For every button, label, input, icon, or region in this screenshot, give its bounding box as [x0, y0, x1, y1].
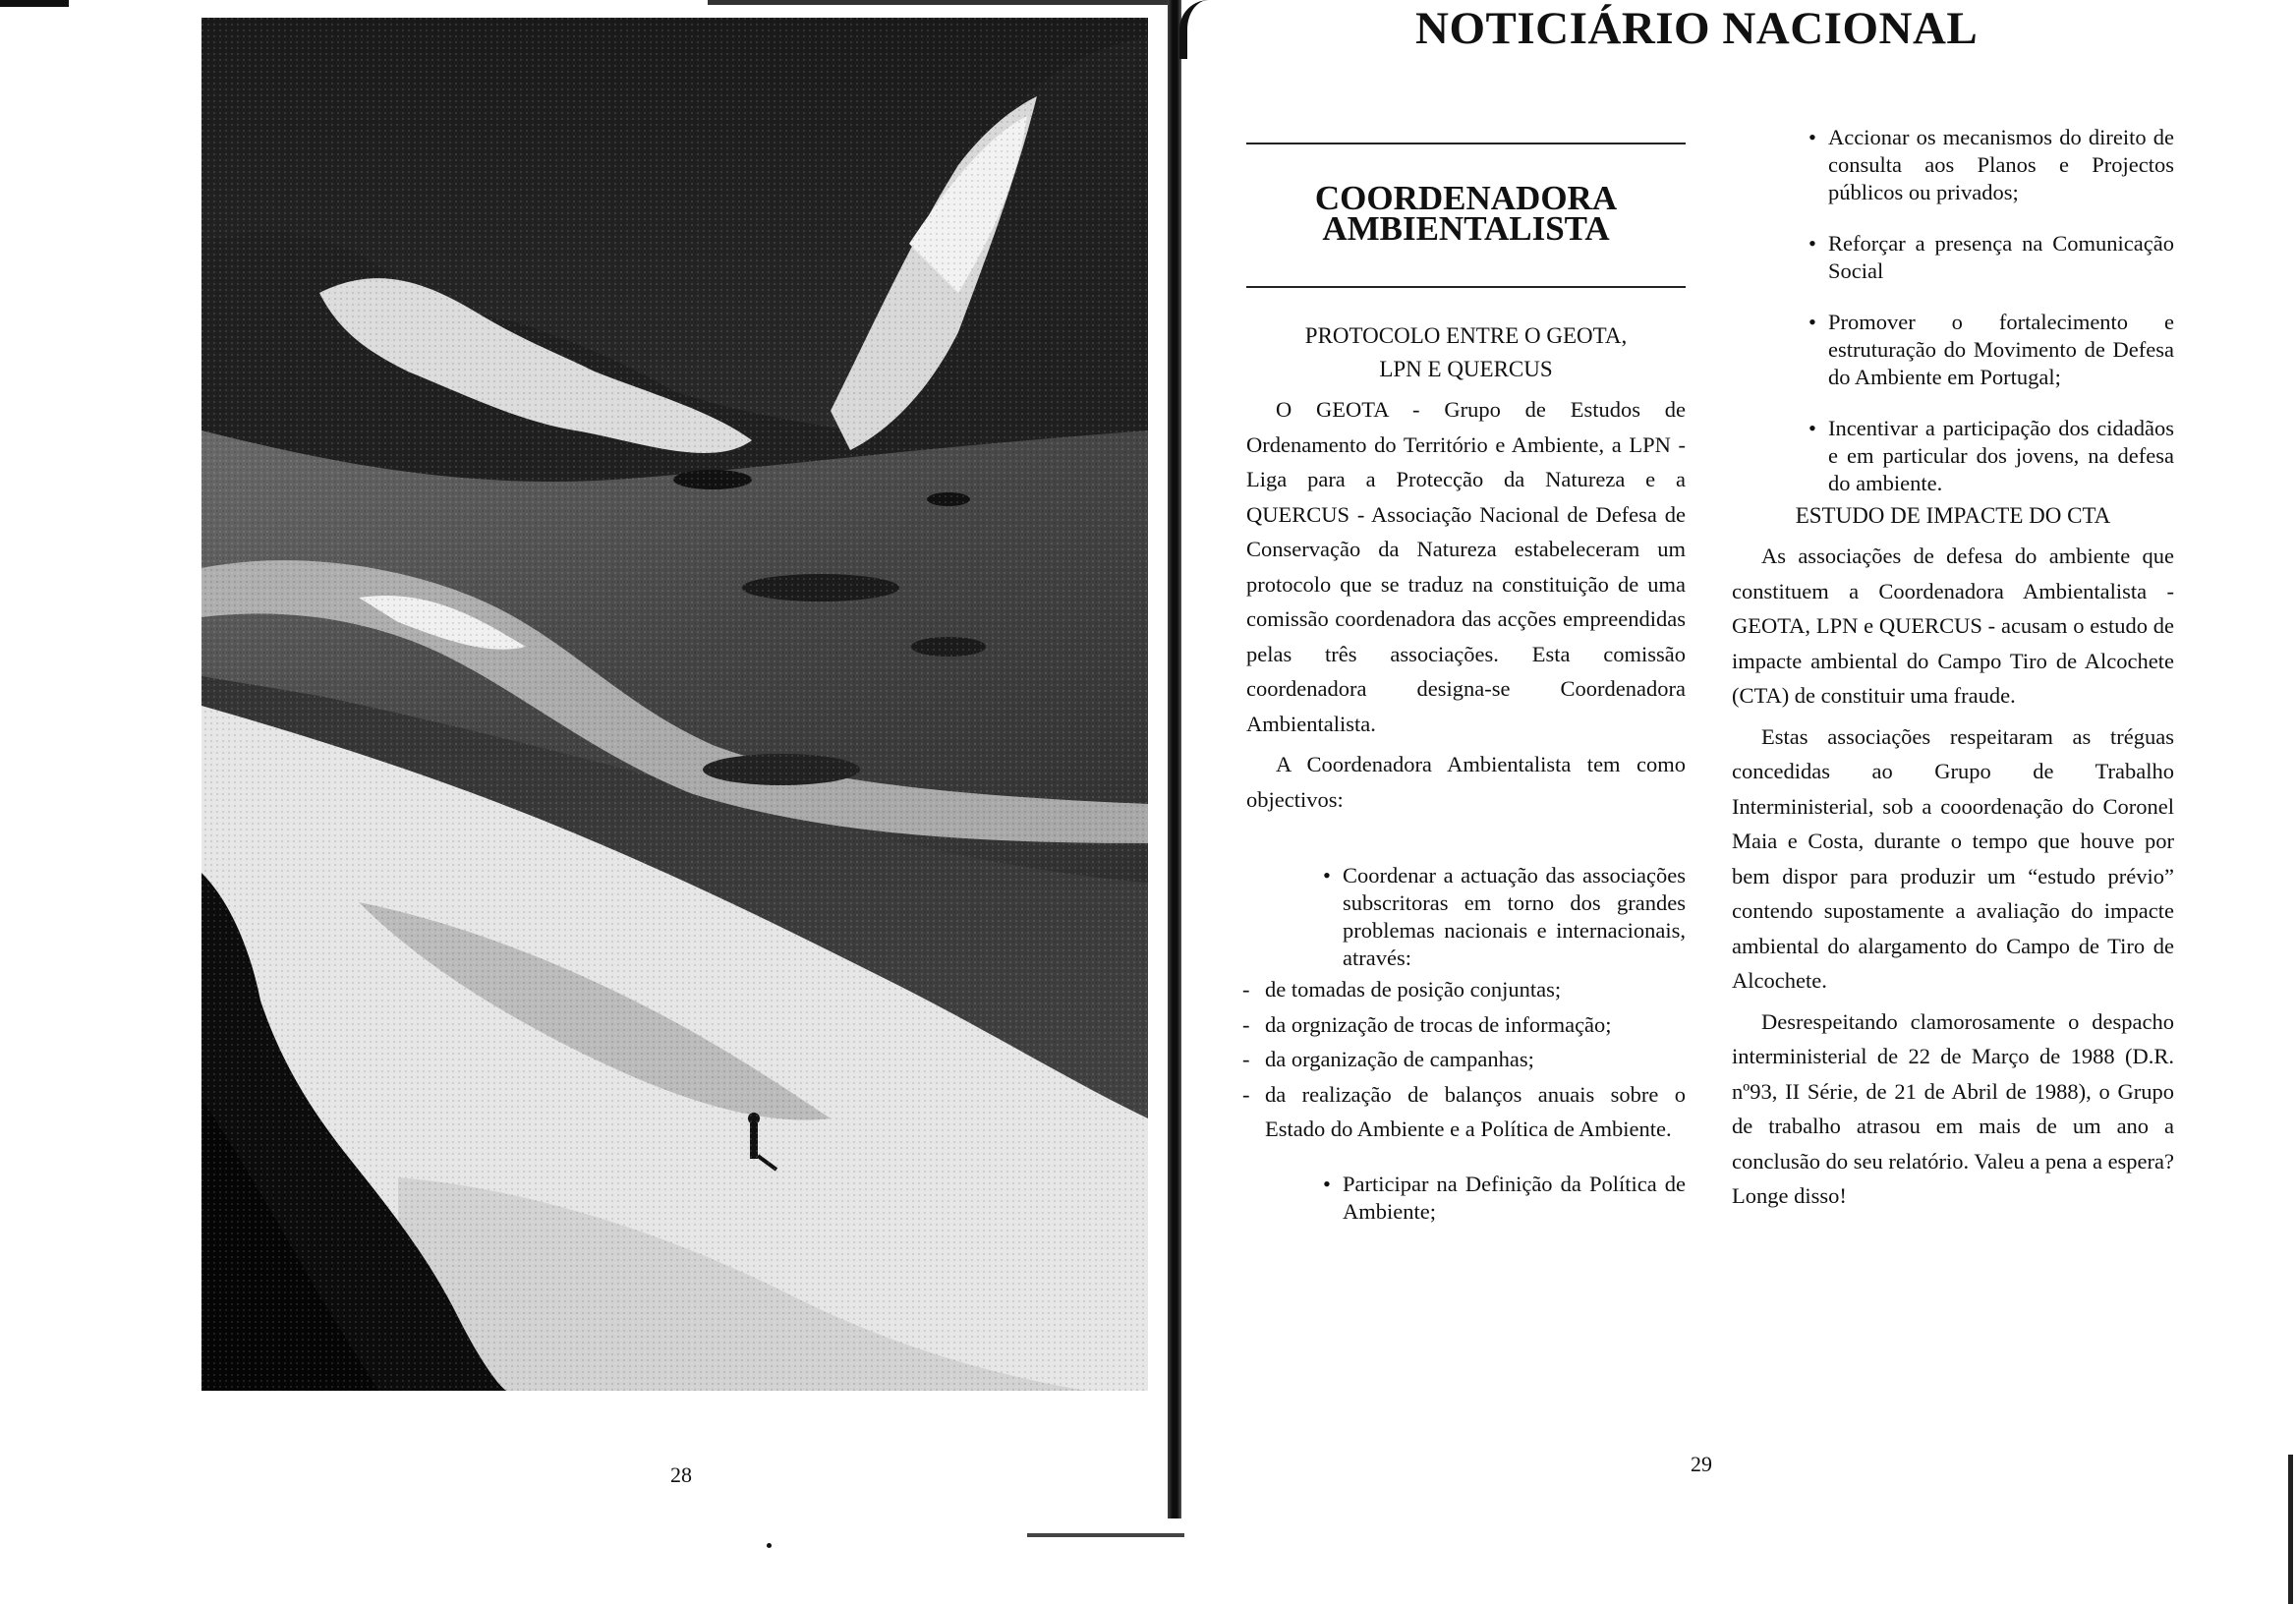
dash-item: - da organização de campanhas;	[1238, 1042, 1686, 1077]
dash-item: - da orgnização de trocas de informação;	[1238, 1007, 1686, 1043]
subhead-line: LPN E QUERCUS	[1379, 357, 1553, 381]
article-title-line: COORDENADORA	[1314, 179, 1618, 217]
scan-artifact	[2288, 1455, 2293, 1604]
bullet-item: • Promover o fortalecimento e estruturação do Movimento de Defesa do Ambiente em Portugal;	[1807, 309, 2174, 391]
page-number: 29	[1691, 1452, 1712, 1476]
bullet-item: • Accionar os mecanismos do direito de consulta aos Planos e Projectos públicos ou privados;	[1807, 124, 2174, 206]
paragraph: Desrespeitando clamorosamente o despacho interministerial de 22 de Março de 1988 (D.R. nº93, II Série, de 21 de Abril de 1988), o Grupo de trabalho atrasou em mais de um ano a conclusão do seu relatório. Valeu a pena a espera? Longe disso!	[1732, 1008, 2175, 1208]
dash-item: - de tomadas de posição conjuntas;	[1238, 972, 1686, 1007]
subhead-line: PROTOCOLO ENTRE O GEOTA,	[1304, 323, 1628, 348]
bullet-item: • Participar na Definição da Política de Ambiente;	[1321, 1171, 1686, 1226]
paragraph: O GEOTA - Grupo de Estudos de Ordenamento do Território e Ambiente, a LPN - Liga para a Protecção da Natureza e a QUERCUS - Associação Nacional de Defesa de Conservação da Natureza estabeleceram um protocolo que se traduz na constituição de uma comissão coordenadora das acções empreendidas pelas três associações. Esta comissão coordenadora designa-se Coordenadora Ambientalista.	[1246, 397, 1686, 736]
article-title-line: AMBIENTALISTA	[1322, 209, 1610, 248]
dash-item: - da realização de balanços anuais sobre o Estado do Ambiente e a Política de Ambiente.	[1238, 1077, 1686, 1147]
scan-artifact	[0, 0, 69, 7]
subhead: ESTUDO DE IMPACTE DO CTA	[1795, 503, 2111, 528]
objectives-list	[1732, 124, 2174, 497]
article-column-right	[1732, 124, 2174, 1214]
paragraph: A Coordenadora Ambientalista tem como objectivos:	[1246, 752, 1686, 812]
paragraph: As associações de defesa do ambiente que constituem a Coordenadora Ambientalista - GEOTA, LPN e QUERCUS - acusam o estudo de impacte ambiental do Campo Tiro de Alcochete (CTA) de constituir uma fraude.	[1732, 544, 2174, 708]
binding-gutter	[1168, 0, 1181, 1518]
binding-gutter	[1179, 0, 1209, 59]
page-number: 28	[670, 1462, 692, 1487]
paragraph: Estas associações respeitaram as tréguas concedidas ao Grupo de Trabalho Interministerial, sob a cooordenação do Coronel Maia e Costa, durante o tempo que houve por bem dispor para produzir um “estudo prévio” contendo supostamente a avaliação do impacte ambiental do alargamento do Campo de Tiro de Alcochete.	[1732, 723, 2174, 993]
article-title	[1246, 179, 1686, 248]
bullet-item: • Incentivar a participação dos cidadãos e em particular dos jovens, na defesa do ambiente.	[1807, 415, 2174, 497]
article-column-left	[1246, 319, 1686, 1226]
section-title: NOTICIÁRIO NACIONAL	[1415, 3, 1979, 54]
title-rule-bottom	[1246, 286, 1686, 288]
scan-artifact	[767, 1543, 772, 1548]
scan-artifact	[1027, 1533, 1184, 1537]
bullet-item: • Coordenar a actuação das associações subscritoras em torno dos grandes problemas nacionais e internacionais, através:	[1321, 862, 1686, 972]
scan-artifact	[708, 0, 1179, 5]
title-rule-top	[1246, 143, 1686, 144]
coastal-beach-photo	[201, 18, 1148, 1391]
bullet-item: • Reforçar a presença na Comunicação Social	[1807, 230, 2174, 285]
